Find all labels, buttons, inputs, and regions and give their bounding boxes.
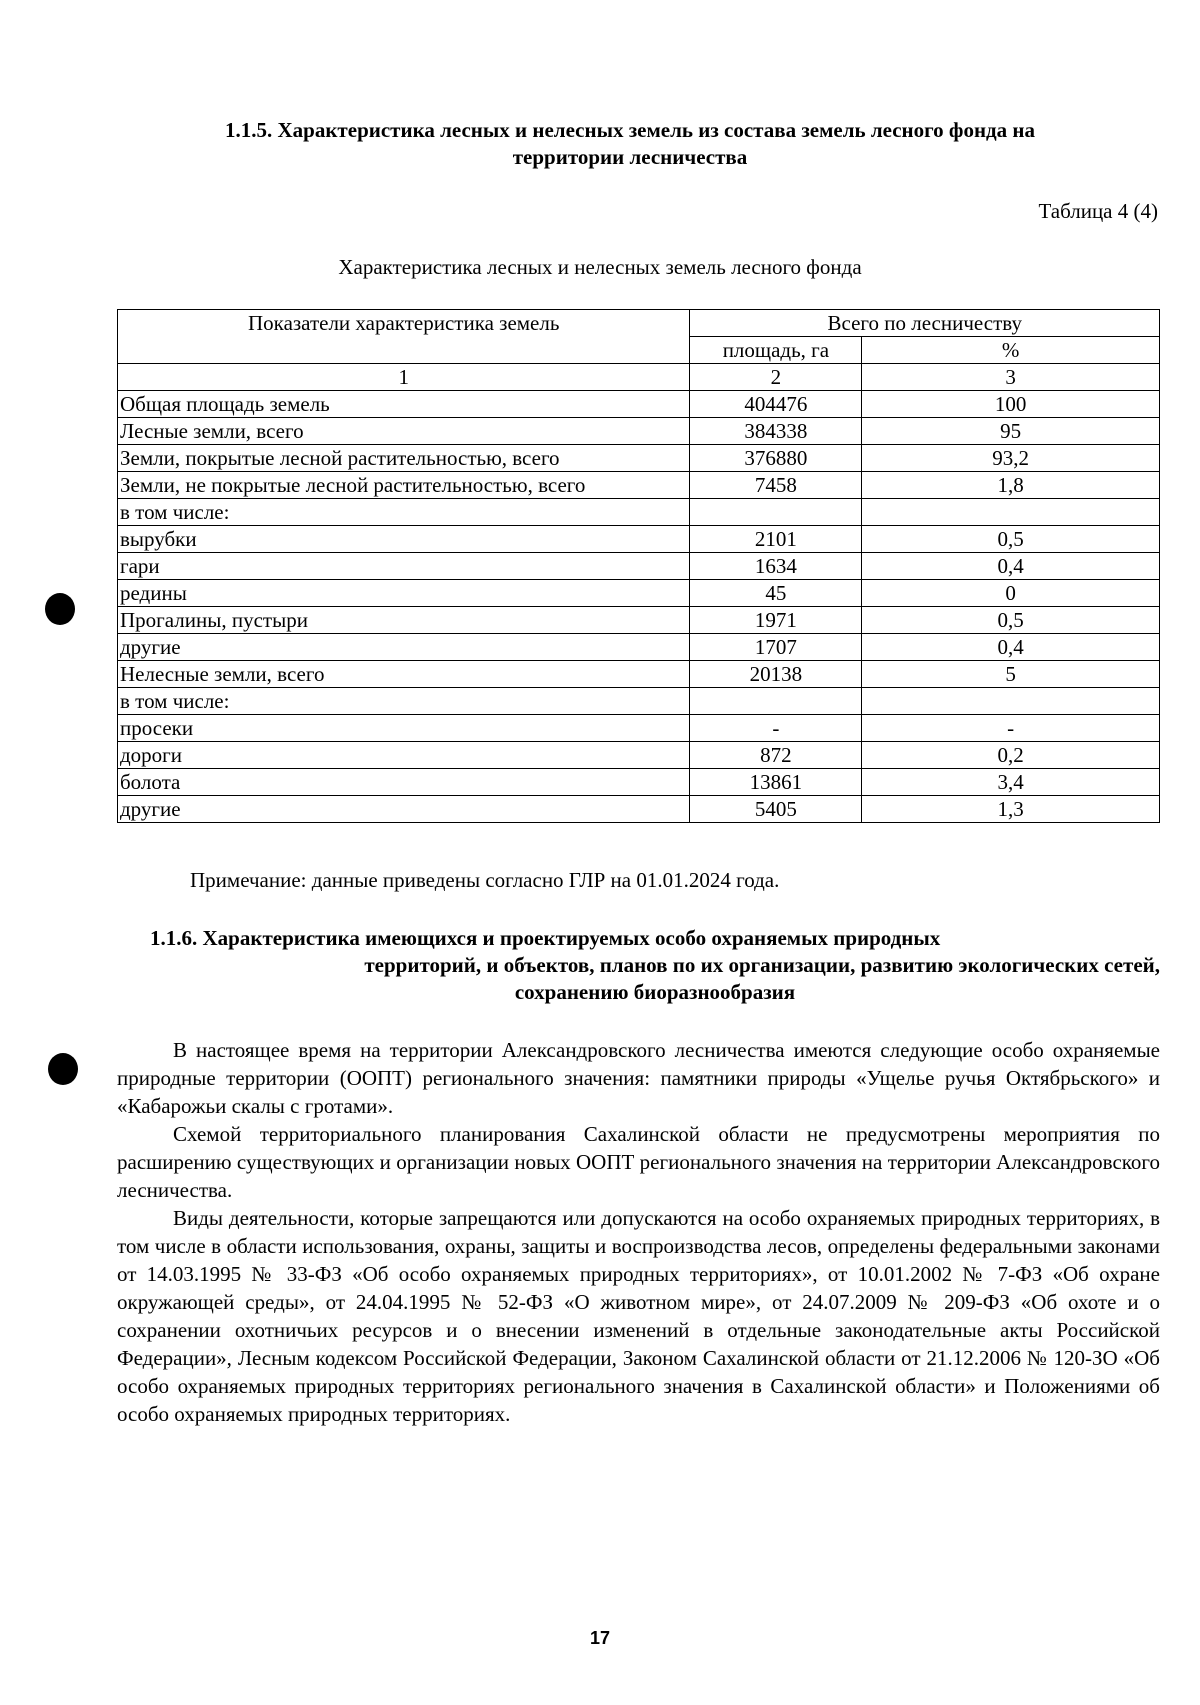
table-row: [118, 634, 1160, 661]
header-percent: %: [862, 337, 1160, 364]
row-area: 45: [690, 580, 862, 607]
section-heading-1-1-6: [150, 925, 1160, 1006]
table-row: [118, 580, 1160, 607]
row-percent: 0,5: [862, 607, 1160, 634]
row-area: 13861: [690, 769, 862, 796]
row-percent: 0,4: [862, 634, 1160, 661]
row-label: в том числе:: [118, 688, 690, 715]
row-area: 404476: [690, 391, 862, 418]
row-area: 872: [690, 742, 862, 769]
table-row: [118, 688, 1160, 715]
table-row: [118, 391, 1160, 418]
table-row: [118, 526, 1160, 553]
column-number: 3: [862, 364, 1160, 391]
body-paragraph: Схемой территориального планирования Сахалинской области не предусмотрены мероприятия по расширению существующих и организации новых ООПТ регионального значения на территории Александровского лесничества.: [117, 1122, 1160, 1202]
table-row: [118, 796, 1160, 823]
row-area: 1707: [690, 634, 862, 661]
row-area: 2101: [690, 526, 862, 553]
heading-line: территорий, и объектов, планов по их организации, развитию экологических сетей,: [364, 953, 1160, 977]
table-caption: Характеристика лесных и нелесных земель лесного фонда: [338, 255, 862, 279]
row-label: редины: [118, 580, 690, 607]
row-label: Прогалины, пустыри: [118, 607, 690, 634]
section-heading-1-1-5: [100, 117, 1160, 171]
table-note: Примечание: данные приведены согласно ГЛР на 01.01.2024 года.: [190, 868, 780, 892]
punch-hole-mark: [45, 593, 75, 625]
land-characteristics-table: [117, 309, 1160, 823]
row-area: [690, 688, 862, 715]
row-label: Земли, покрытые лесной растительностью, всего: [118, 445, 690, 472]
header-area: площадь, га: [690, 337, 862, 364]
heading-line: территории лесничества: [512, 145, 748, 169]
body-paragraph: Виды деятельности, которые запрещаются или допускаются на особо охраняемых природных территориях, в том числе в области использования, охраны, защиты и воспроизводства лесов, определены федеральными законами от 14.03.1995 № 33-ФЗ «Об особо охраняемых природных территориях», от 10.01.2002 № 7-ФЗ «Об охране окружающей среды», от 24.04.1995 № 52-ФЗ «О животном мире», от 24.07.2009 № 209-ФЗ «Об охоте и о сохранении охотничьих ресурсов и о внесении изменений в отдельные законодательные акты Российской Федерации», Лесным кодексом Российской Федерации, Законом Сахалинской области от 21.12.2006 № 120-ЗО «Об особо охраняемых природных территориях регионального значения в Сахалинской области» и Положениями об особо охраняемых природных территориях.: [117, 1206, 1160, 1426]
row-percent: [862, 688, 1160, 715]
table-row: [118, 607, 1160, 634]
row-area: 1971: [690, 607, 862, 634]
table-row: [118, 418, 1160, 445]
row-percent: 0,2: [862, 742, 1160, 769]
table-header-row: [118, 310, 1160, 337]
row-area: -: [690, 715, 862, 742]
row-percent: -: [862, 715, 1160, 742]
row-label: Нелесные земли, всего: [118, 661, 690, 688]
row-label: болота: [118, 769, 690, 796]
row-area: 5405: [690, 796, 862, 823]
row-area: 384338: [690, 418, 862, 445]
row-label: Общая площадь земель: [118, 391, 690, 418]
column-number: 2: [690, 364, 862, 391]
row-area: [690, 499, 862, 526]
row-label: Земли, не покрытые лесной растительностью, всего: [118, 472, 690, 499]
row-percent: [862, 499, 1160, 526]
table-row: [118, 661, 1160, 688]
heading-line: 1.1.6. Характеристика имеющихся и проектируемых особо охраняемых природных: [150, 926, 941, 950]
row-area: 7458: [690, 472, 862, 499]
table-number: Таблица 4 (4): [1038, 199, 1158, 223]
row-percent: 0,5: [862, 526, 1160, 553]
row-percent: 1,8: [862, 472, 1160, 499]
body-paragraph: В настоящее время на территории Александровского лесничества имеются следующие особо охраняемые природные территории (ООПТ) регионального значения: памятники природы «Ущелье ручья Октябрьского» и «Кабарожьи скалы с гротами».: [117, 1038, 1160, 1118]
row-label: другие: [118, 796, 690, 823]
row-percent: 1,3: [862, 796, 1160, 823]
table-row: [118, 742, 1160, 769]
row-area: 20138: [690, 661, 862, 688]
table-row: [118, 472, 1160, 499]
punch-hole-mark: [48, 1053, 78, 1085]
row-percent: 0,4: [862, 553, 1160, 580]
row-label: гари: [118, 553, 690, 580]
row-label: другие: [118, 634, 690, 661]
row-label: просеки: [118, 715, 690, 742]
heading-line: 1.1.5. Характеристика лесных и нелесных земель из состава земель лесного фонда на: [224, 118, 1036, 142]
row-percent: 93,2: [862, 445, 1160, 472]
row-percent: 0: [862, 580, 1160, 607]
row-percent: 5: [862, 661, 1160, 688]
row-percent: 100: [862, 391, 1160, 418]
page-number: 17: [589, 1628, 611, 1648]
column-number-row: [118, 364, 1160, 391]
row-percent: 95: [862, 418, 1160, 445]
row-percent: 3,4: [862, 769, 1160, 796]
table-row: [118, 715, 1160, 742]
header-group: Всего по лесничеству: [690, 310, 1160, 337]
row-area: 1634: [690, 553, 862, 580]
heading-line: сохранению биоразнообразия: [514, 980, 796, 1004]
table-row: [118, 445, 1160, 472]
row-label: Лесные земли, всего: [118, 418, 690, 445]
row-label: дороги: [118, 742, 690, 769]
table-row: [118, 553, 1160, 580]
row-label: в том числе:: [118, 499, 690, 526]
row-label: вырубки: [118, 526, 690, 553]
column-number: 1: [118, 364, 690, 391]
row-area: 376880: [690, 445, 862, 472]
table-row: [118, 769, 1160, 796]
header-indicator: Показатели характеристика земель: [118, 310, 690, 364]
table-row: [118, 499, 1160, 526]
